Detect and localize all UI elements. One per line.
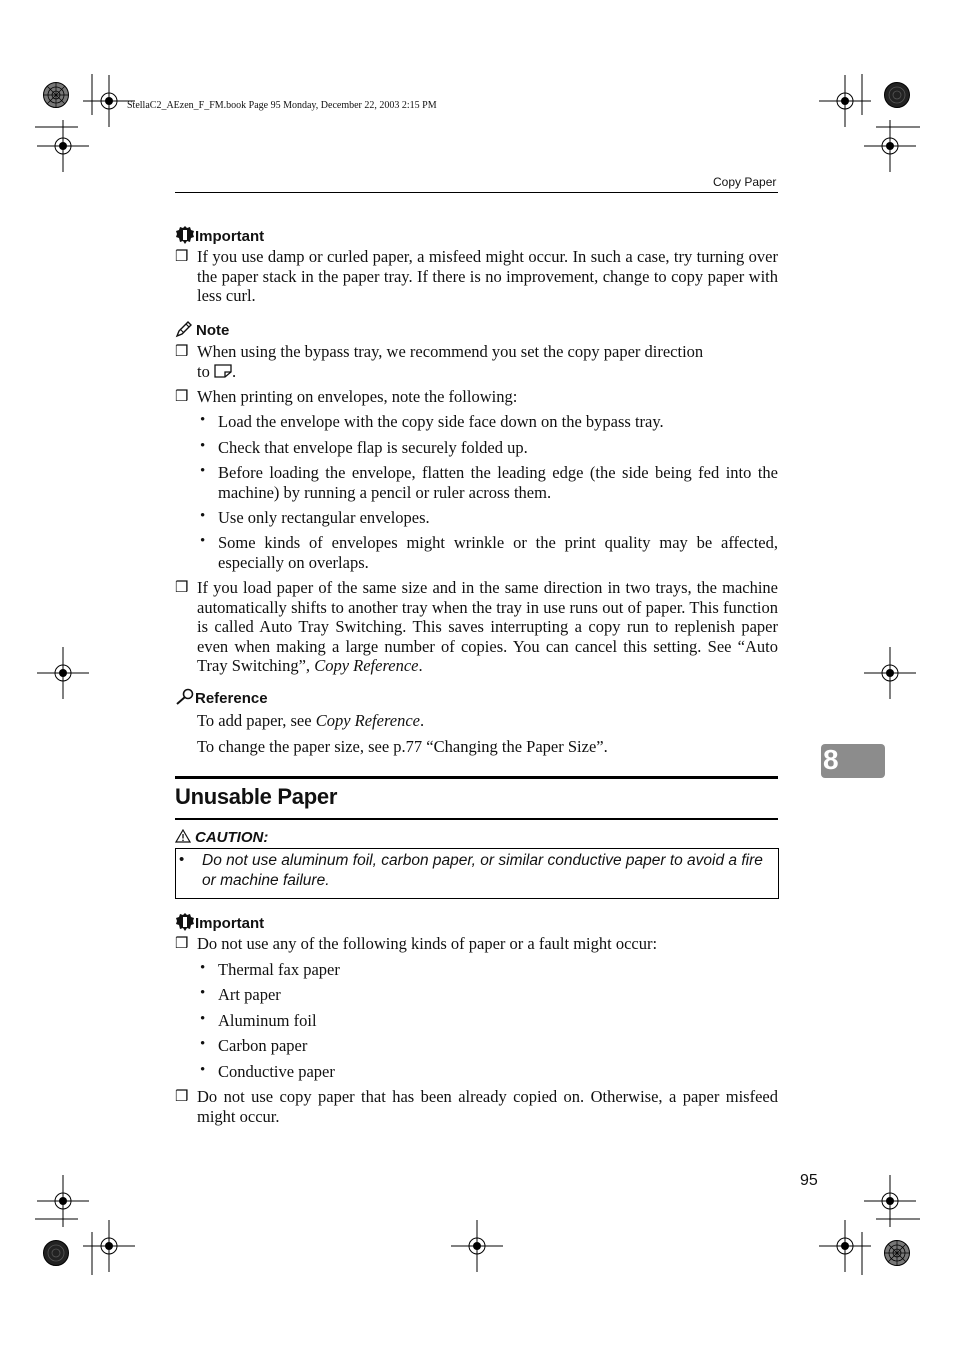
note-item-3 bbox=[197, 578, 778, 676]
note-item-3-end: . bbox=[418, 656, 423, 675]
important-icon bbox=[175, 225, 195, 245]
important-title: Important bbox=[195, 915, 265, 932]
paper-direction-icon bbox=[214, 364, 232, 378]
important-item: If you use damp or curled paper, a misfeed might occur. In such a case, try turning over the paper stack in the paper tray. If there is no improvement, change to copy paper with less curl. bbox=[197, 247, 778, 305]
reference-title: Reference bbox=[195, 690, 268, 707]
note-item-1-line2 bbox=[197, 362, 778, 382]
paper-type-item: Thermal fax paper bbox=[218, 960, 340, 979]
important2-item-2: Do not use copy paper that has been already copied on. Otherwise, a paper misfeed might occur. bbox=[197, 1087, 778, 1126]
bullet-dot: • bbox=[200, 533, 206, 549]
envelope-bullet: Check that envelope flap is securely folded up. bbox=[218, 438, 528, 457]
important-title: Important bbox=[195, 228, 265, 245]
reference-line-1 bbox=[197, 711, 778, 731]
important-icon bbox=[175, 912, 195, 932]
chapter-number: 8 bbox=[823, 744, 839, 775]
envelope-bullet: Use only rectangular envelopes. bbox=[218, 508, 430, 527]
running-head: Copy Paper bbox=[713, 175, 777, 189]
caution-text: Do not use aluminum foil, carbon paper, or similar conductive paper to avoid a fire or machine failure. bbox=[202, 852, 763, 889]
caution-title: CAUTION: bbox=[195, 829, 269, 846]
bullet-dot: • bbox=[200, 412, 206, 428]
bullet-dot: • bbox=[200, 1036, 206, 1052]
reference-line-1-text: To add paper, see bbox=[197, 711, 312, 730]
file-info: StellaC2_AEzen_F_FM.book Page 95 Monday, December 22, 2003 2:15 PM bbox=[127, 100, 437, 111]
important-heading bbox=[175, 225, 264, 245]
paper-type-item: Carbon paper bbox=[218, 1036, 308, 1055]
pencil-icon bbox=[175, 320, 193, 338]
checkbox-bullet: ❒ bbox=[175, 1089, 189, 1105]
header-rule bbox=[175, 192, 778, 193]
bullet-dot: • bbox=[200, 1062, 206, 1078]
section-rule-bottom bbox=[175, 818, 778, 820]
copy-reference-link: Copy Reference bbox=[314, 656, 419, 675]
note-item-1-period: . bbox=[231, 361, 237, 381]
paper-type-item: Art paper bbox=[218, 985, 281, 1004]
note-item-1-line1: When using the bypass tray, we recommend you set the copy paper direction bbox=[197, 342, 704, 361]
bullet-dot: • bbox=[200, 960, 206, 976]
note-heading bbox=[175, 320, 229, 339]
paper-type-item: Aluminum foil bbox=[218, 1011, 317, 1030]
envelope-bullet: Before loading the envelope, flatten the leading edge (the side being fed into the machine) by running a pencil or ruler across them. bbox=[218, 463, 778, 502]
magnifier-icon bbox=[175, 688, 195, 706]
note-item-1 bbox=[197, 342, 778, 381]
caution-heading bbox=[175, 829, 268, 846]
envelope-bullet: Load the envelope with the copy side face down on the bypass tray. bbox=[218, 412, 664, 431]
checkbox-bullet: ❒ bbox=[175, 344, 189, 360]
copy-reference-link: Copy Reference bbox=[315, 711, 420, 730]
bullet-dot: • bbox=[200, 508, 206, 524]
section-title: Unusable Paper bbox=[175, 784, 338, 809]
envelope-bullet: Some kinds of envelopes might wrinkle or the print quality may be affected, especially on overlaps. bbox=[218, 533, 778, 572]
bullet-dot: • bbox=[200, 985, 206, 1001]
reference-heading bbox=[175, 688, 268, 707]
checkbox-bullet: ❒ bbox=[175, 936, 189, 952]
paper-type-item: Conductive paper bbox=[218, 1062, 335, 1081]
bullet-dot: • bbox=[200, 438, 206, 454]
warning-icon bbox=[175, 829, 191, 843]
note-item-3-text: If you load paper of the same size and in the same direction in two trays, the machine automatically shifts to another tray when the tray in use runs out of paper. This function is called Auto Tray Switching. This saves interrupting a copy run to replenish paper even when making a large number of copies. You can cancel this setting. See “Auto Tray Switching”, bbox=[197, 578, 778, 675]
checkbox-bullet: ❒ bbox=[175, 580, 189, 596]
bullet-dot: • bbox=[200, 1011, 206, 1027]
checkbox-bullet: ❒ bbox=[175, 389, 189, 405]
note-item-1-to: to bbox=[197, 361, 210, 381]
reference-line-1-end: . bbox=[419, 711, 425, 730]
section-rule-top bbox=[175, 776, 778, 779]
important2-item-1: Do not use any of the following kinds of paper or a fault might occur: bbox=[197, 934, 658, 953]
important-heading bbox=[175, 912, 264, 932]
note-item-2: When printing on envelopes, note the following: bbox=[197, 387, 518, 406]
reference-line-2: To change the paper size, see p.77 “Changing the Paper Size”. bbox=[197, 737, 608, 756]
checkbox-bullet: ❒ bbox=[175, 249, 189, 265]
page-number: 95 bbox=[800, 1172, 818, 1189]
note-title: Note bbox=[196, 322, 230, 339]
bullet-dot: • bbox=[200, 463, 206, 479]
caution-bullet: • bbox=[179, 851, 185, 868]
